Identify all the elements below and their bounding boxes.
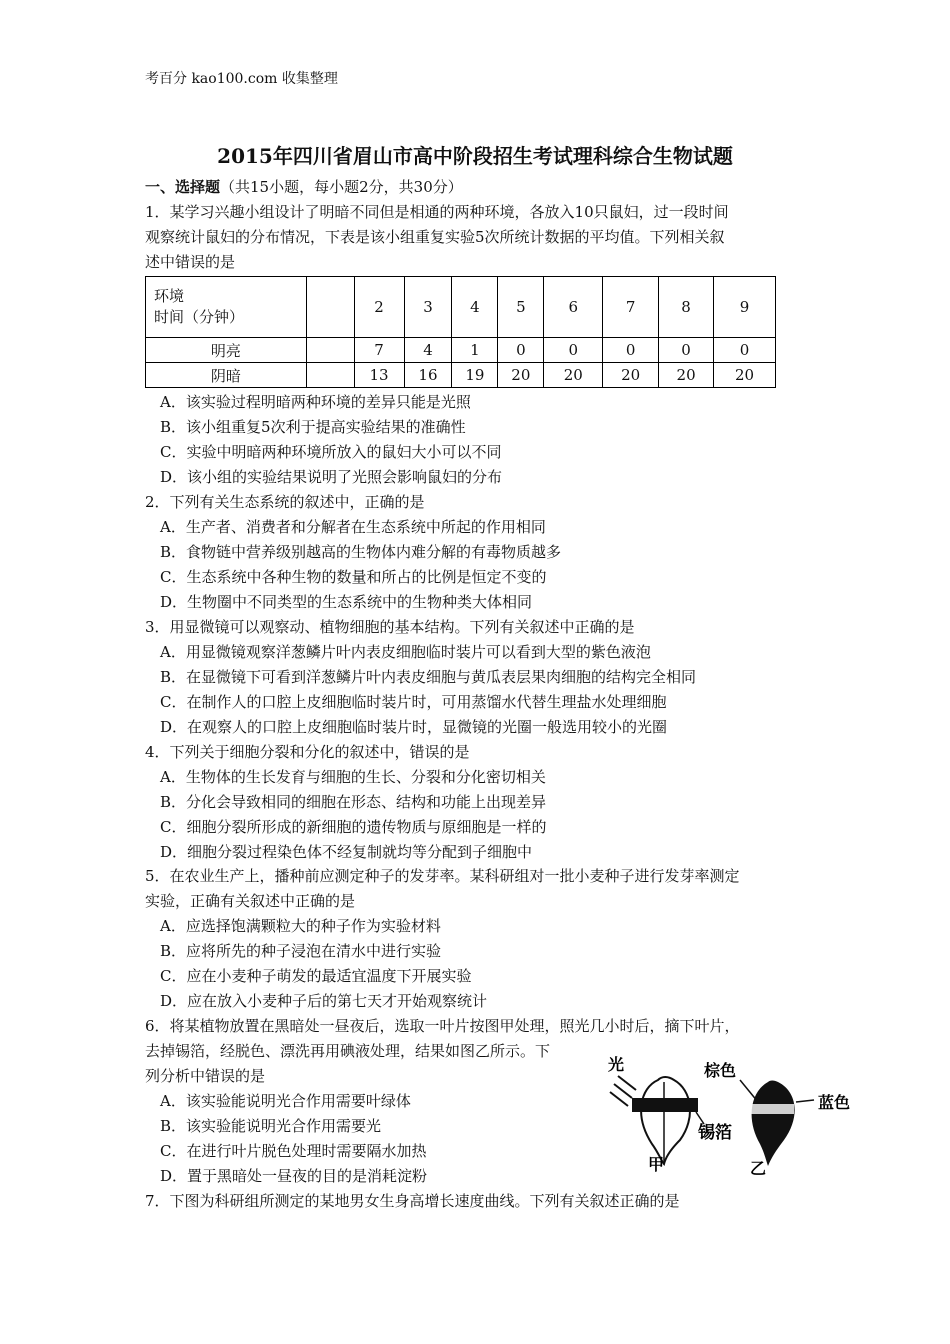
- q6-option-b: B．该实验能说明光合作用需要光: [160, 1117, 382, 1135]
- time-label: 时间（分钟）: [154, 308, 245, 326]
- q3-option-a: A．用显微镜观察洋葱鳞片叶内表皮细胞临时装片可以看到大型的紫色液泡: [160, 643, 651, 661]
- time-cell: 6: [544, 277, 603, 338]
- table-row-dark: [146, 363, 776, 388]
- foil-strip-icon: [632, 1098, 698, 1112]
- q5-option-d: D．应在放入小麦种子后的第七天才开始观察统计: [160, 992, 488, 1010]
- leaf-experiment-figure: [600, 1052, 860, 1176]
- q5-line-1: 5．在农业生产上，播种前应测定种子的发芽率。某科研组对一批小麦种子进行发芽率测定: [145, 867, 740, 885]
- q6-option-d: D．置于黑暗处一昼夜的目的是消耗淀粉: [160, 1167, 428, 1185]
- q5-option-b: B．应将所先的种子浸泡在清水中进行实验: [160, 942, 442, 960]
- page-title: 2015年四川省眉山市高中阶段招生考试理科综合生物试题: [217, 144, 733, 168]
- time-cell: 2: [354, 277, 404, 338]
- table-header-row: [146, 277, 776, 338]
- value-cell: 0: [603, 338, 659, 363]
- q2-option-d: D．生物圈中不同类型的生态系统中的生物种类大体相同: [160, 593, 533, 611]
- leaf-yi-icon: [752, 1081, 795, 1167]
- time-cell: 3: [404, 277, 452, 338]
- figure-label-yi: 乙: [750, 1161, 767, 1176]
- q4-option-d: D．细胞分裂过程染色体不经复制就均等分配到子细胞中: [160, 843, 533, 861]
- figure-label-jia: 甲: [648, 1157, 665, 1174]
- row-label: 阴暗: [146, 363, 307, 388]
- time-cell: 4: [452, 277, 498, 338]
- row-label: 明亮: [146, 338, 307, 363]
- section-label: 一、选择题: [145, 178, 221, 196]
- leaf-jia-icon: [641, 1077, 690, 1164]
- table-empty-cell: [306, 338, 354, 363]
- q6-line-3: 列分析中错误的是: [145, 1067, 266, 1085]
- q6-option-c: C．在进行叶片脱色处理时需要隔水加热: [160, 1142, 427, 1160]
- q1-option-b: B．该小组重复5次利于提高实验结果的准确性: [160, 418, 466, 436]
- value-cell: 20: [498, 363, 544, 388]
- q1-option-c: C．实验中明暗两种环境所放入的鼠妇大小可以不同: [160, 443, 502, 461]
- q1-data-table: [145, 276, 776, 388]
- value-cell: 0: [714, 338, 776, 363]
- q5-option-c: C．应在小麦种子萌发的最适宜温度下开展实验: [160, 967, 472, 985]
- q1-option-d: D．该小组的实验结果说明了光照会影响鼠妇的分布: [160, 468, 503, 486]
- table-empty-cell: [306, 277, 354, 338]
- value-cell: 0: [544, 338, 603, 363]
- table-header-label: [146, 277, 307, 338]
- q3-option-b: B．在显微镜下可看到洋葱鳞片叶内表皮细胞与黄瓜表层果肉细胞的结构完全相同: [160, 668, 697, 686]
- q1-line-3: 述中错误的是: [145, 253, 236, 271]
- env-label: 环境: [154, 287, 185, 305]
- value-cell: 7: [354, 338, 404, 363]
- value-cell: 13: [354, 363, 404, 388]
- time-cell: 7: [603, 277, 659, 338]
- q1-option-a: A．该实验过程明暗两种环境的差异只能是光照: [160, 393, 471, 411]
- figure-label-blue: 蓝色: [818, 1095, 851, 1112]
- unstained-band-icon: [750, 1104, 794, 1114]
- q5-option-a: A．应选择饱满颗粒大的种子作为实验材料: [160, 917, 441, 935]
- q7-stem: 7．下图为科研组所测定的某地男女生身高增长速度曲线。下列有关叙述正确的是: [145, 1192, 680, 1210]
- figure-label-light: 光: [608, 1057, 625, 1074]
- q4-option-b: B．分化会导致相同的细胞在形态、结构和功能上出现差异: [160, 793, 547, 811]
- q3-option-d: D．在观察人的口腔上皮细胞临时装片时，显微镜的光圈一般选用较小的光圈: [160, 718, 668, 736]
- value-cell: 20: [603, 363, 659, 388]
- value-cell: 4: [404, 338, 452, 363]
- section-heading: [145, 177, 463, 197]
- q3-stem: 3．用显微镜可以观察动、植物细胞的基本结构。下列有关叙述中正确的是: [145, 618, 635, 636]
- value-cell: 0: [659, 338, 714, 363]
- q5-line-2: 实验，正确有关叙述中正确的是: [145, 892, 356, 910]
- value-cell: 16: [404, 363, 452, 388]
- q6-line-2: 去掉锡箔，经脱色、漂洗再用碘液处理，结果如图乙所示。下: [145, 1042, 551, 1060]
- brown-pointer-icon: [740, 1080, 758, 1102]
- q2-stem: 2．下列有关生态系统的叙述中，正确的是: [145, 493, 425, 511]
- q2-option-b: B．食物链中营养级别越高的生物体内难分解的有毒物质越多: [160, 543, 562, 561]
- value-cell: 20: [544, 363, 603, 388]
- figure-label-foil: 锡箔: [698, 1123, 732, 1142]
- value-cell: 20: [714, 363, 776, 388]
- page-header: 考百分 kao100.com 收集整理: [145, 71, 338, 87]
- q4-option-a: A．生物体的生长发育与细胞的生长、分裂和分化密切相关: [160, 768, 546, 786]
- q3-option-c: C．在制作人的口腔上皮细胞临时装片时，可用蒸馏水代替生理盐水处理细胞: [160, 693, 667, 711]
- q2-option-a: A．生产者、消费者和分解者在生态系统中所起的作用相同: [160, 518, 546, 536]
- time-cell: 5: [498, 277, 544, 338]
- section-note: （共15小题，每小题2分，共30分）: [220, 178, 463, 196]
- value-cell: 0: [498, 338, 544, 363]
- q2-option-c: C．生态系统中各种生物的数量和所占的比例是恒定不变的: [160, 568, 547, 586]
- q6-option-a: A．该实验能说明光合作用需要叶绿体: [160, 1092, 411, 1110]
- time-cell: 9: [714, 277, 776, 338]
- figure-label-brown: 棕色: [704, 1063, 737, 1080]
- q1-line-2: 观察统计鼠妇的分布情况，下表是该小组重复实验5次所统计数据的平均值。下列相关叙: [145, 228, 725, 246]
- table-empty-cell: [306, 363, 354, 388]
- value-cell: 20: [659, 363, 714, 388]
- q6-line-1: 6．将某植物放置在黑暗处一昼夜后，选取一叶片按图甲处理，照光几小时后，摘下叶片，: [145, 1017, 740, 1035]
- q1-line-1: 1．某学习兴趣小组设计了明暗不同但是相通的两种环境，各放入10只鼠妇，过一段时间: [145, 203, 729, 221]
- table-row-bright: [146, 338, 776, 363]
- value-cell: 19: [452, 363, 498, 388]
- time-cell: 8: [659, 277, 714, 338]
- q4-stem: 4．下列关于细胞分裂和分化的叙述中，错误的是: [145, 743, 470, 761]
- q4-option-c: C．细胞分裂所形成的新细胞的遗传物质与原细胞是一样的: [160, 818, 547, 836]
- value-cell: 1: [452, 338, 498, 363]
- blue-pointer-icon: [796, 1100, 814, 1102]
